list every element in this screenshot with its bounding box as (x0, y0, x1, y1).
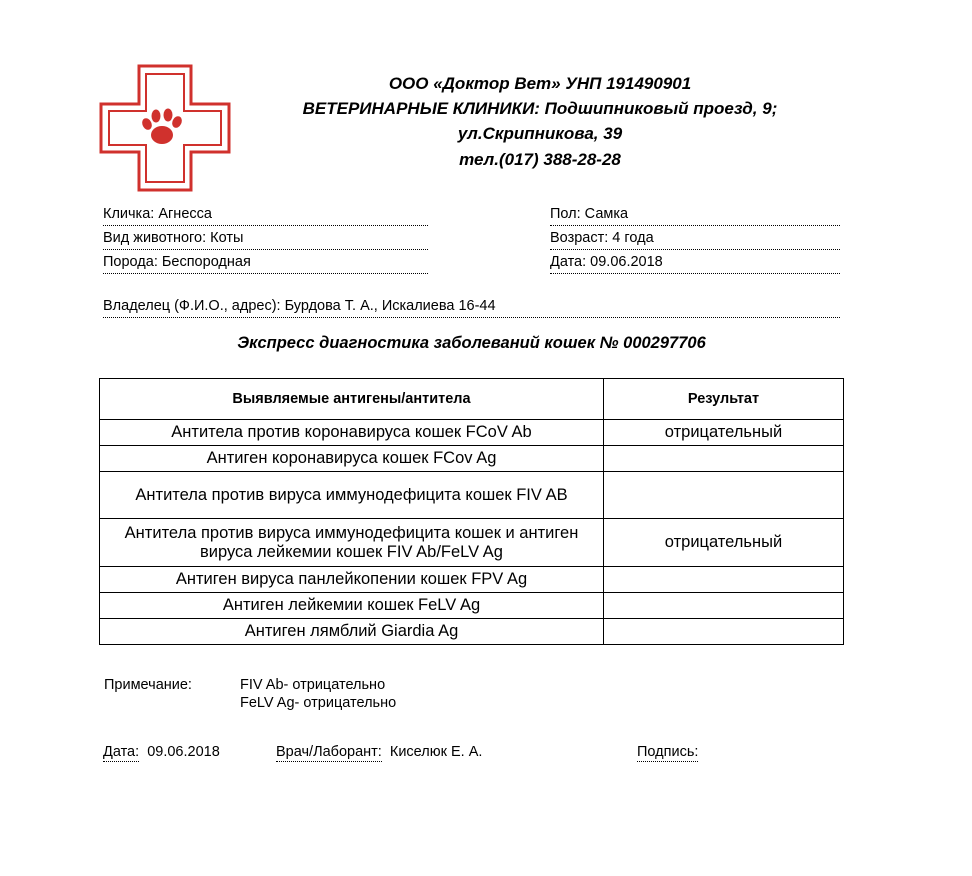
table-header-row (100, 379, 844, 420)
test-name: Антитела против вируса иммунодефицита кошек FIV AB (100, 472, 604, 519)
owner-field: Владелец (Ф.И.О., адрес): Бурдова Т. А., Искалиева 16-44 (103, 297, 840, 318)
test-result (604, 472, 844, 519)
footer-signature (637, 743, 698, 761)
footer-date-label: Дата: (103, 744, 140, 760)
clinic-name: ООО «Доктор Вет» УНП 191490901 (388, 74, 692, 93)
test-result (604, 593, 844, 619)
footer-signature-label: Подпись: (637, 744, 699, 760)
header-result: Результат (604, 379, 844, 420)
test-name: Антиген лямблий Giardia Ag (100, 619, 604, 645)
table-row (100, 420, 844, 446)
exam-date: Дата: 09.06.2018 (550, 253, 840, 274)
test-result (604, 446, 844, 472)
test-name: Антитела против вируса иммунодефицита кошек и антиген вируса лейкемии кошек FIV Ab/FeLV Ag (100, 519, 604, 567)
footer-date-value: 09.06.2018 (147, 744, 220, 760)
cross-paw-icon (99, 64, 231, 192)
test-result: отрицательный (604, 519, 844, 567)
test-name: Антиген лейкемии кошек FeLV Ag (100, 593, 604, 619)
header-antigens: Выявляемые антигены/антитела (100, 379, 604, 420)
note-line-2: FeLV Ag- отрицательно (240, 695, 397, 711)
clinic-phone: тел.(017) 388-28-28 (459, 150, 621, 169)
patient-species: Вид животного: Коты (103, 229, 428, 250)
document-title: Экспресс диагностика заболеваний кошек № 000297706 (237, 334, 706, 352)
footer-doctor (276, 743, 482, 761)
table-row (100, 446, 844, 472)
patient-name: Кличка: Агнесса (103, 205, 428, 226)
note-line-1: FIV Ab- отрицательно (240, 677, 386, 693)
test-name: Антиген вируса панлейкопении кошек FPV Ag (100, 567, 604, 593)
footer-doctor-label: Врач/Лаборант: (276, 744, 382, 760)
note-label: Примечание: (104, 677, 192, 693)
footer-date (103, 743, 220, 761)
test-name: Антитела против коронавируса кошек FCoV Ab (100, 420, 604, 446)
clinic-street: ул.Скрипникова, 39 (457, 124, 623, 143)
table-row (100, 472, 844, 519)
patient-breed: Порода: Беспородная (103, 253, 428, 274)
test-result (604, 567, 844, 593)
footer-doctor-value: Киселюк Е. А. (389, 744, 483, 760)
table-row (100, 593, 844, 619)
patient-sex: Пол: Самка (550, 205, 840, 226)
test-result: отрицательный (604, 420, 844, 446)
patient-age: Возраст: 4 года (550, 229, 840, 250)
table-row (100, 619, 844, 645)
results-table (99, 378, 844, 645)
test-name: Антиген коронавируса кошек FCov Ag (100, 446, 604, 472)
test-result (604, 619, 844, 645)
table-row (100, 567, 844, 593)
clinic-address: ВЕТЕРИНАРНЫЕ КЛИНИКИ: Подшипниковый проезд, 9; (302, 99, 778, 118)
table-row (100, 519, 844, 567)
